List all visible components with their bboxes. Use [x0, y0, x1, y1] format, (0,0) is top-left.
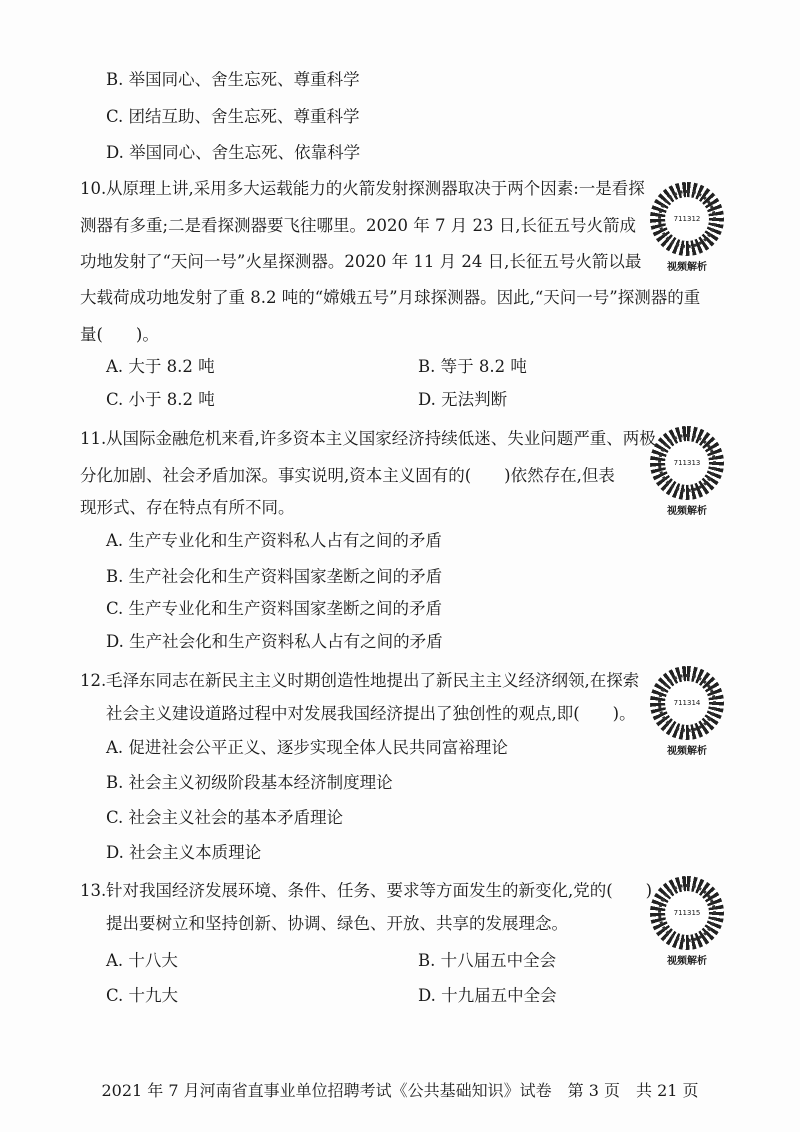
- qr-code-id: 711312: [665, 197, 709, 241]
- qr-caption: 视频解析: [667, 956, 707, 967]
- q11-text: 从国际金融危机来看,许多资本主义国家经济持续低迷、失业问题严重、两极: [106, 429, 656, 448]
- q10-option-d: D. 无法判断: [418, 390, 508, 409]
- q10-option-b: B. 等于 8.2 吨: [418, 357, 527, 376]
- q12-text: 社会主义建设道路过程中对发展我国经济提出了独创性的观点,即( )。: [106, 704, 636, 723]
- qr-code-id: 711314: [665, 681, 709, 725]
- q10-text: 功地发射了“天问一号”火星探测器。2020 年 11 月 24 日,长征五号火箭以最: [80, 252, 642, 271]
- q13-option-d: D. 十九届五中全会: [418, 986, 557, 1005]
- q12-number: 12.: [80, 671, 107, 690]
- q13-option-b: B. 十八届五中全会: [418, 951, 557, 970]
- q11-text: 现形式、存在特点有所不同。: [80, 498, 295, 517]
- qr-code[interactable]: [650, 876, 724, 950]
- q12-option-a: A. 促进社会公平正义、逐步实现全体人民共同富裕理论: [106, 738, 508, 757]
- q12-text: 毛泽东同志在新民主主义时期创造性地提出了新民主主义经济纲领,在探索: [106, 671, 640, 690]
- page-footer: 2021 年 7 月河南省直事业单位招聘考试《公共基础知识》试卷 第 3 页 共 21 页: [101, 1081, 699, 1100]
- q10-text: 从原理上讲,采用多大运载能力的火箭发射探测器取决于两个因素:一是看探: [106, 179, 645, 198]
- q13-number: 13.: [80, 881, 107, 900]
- q10-text: 大载荷成功地发射了重 8.2 吨的“嫦娥五号”月球探测器。因此,“天问一号”探测器的重: [80, 288, 701, 307]
- qr-caption: 视频解析: [667, 746, 707, 757]
- q11-option-d: D. 生产社会化和生产资料私人占有之间的矛盾: [106, 632, 443, 651]
- q10-text: 量( )。: [80, 325, 159, 344]
- q10-text: 测器有多重;二是看探测器要飞往哪里。2020 年 7 月 23 日,长征五号火箭成: [80, 216, 637, 235]
- q10-option-a: A. 大于 8.2 吨: [106, 357, 215, 376]
- q12-option-b: B. 社会主义初级阶段基本经济制度理论: [106, 773, 393, 792]
- qr-code-id: 711313: [665, 441, 709, 485]
- qr-code[interactable]: [650, 182, 724, 256]
- qr-code[interactable]: [650, 426, 724, 500]
- q11-option-b: B. 生产社会化和生产资料国家垄断之间的矛盾: [106, 567, 443, 586]
- q10-option-c: C. 小于 8.2 吨: [106, 390, 215, 409]
- qr-code[interactable]: [650, 666, 724, 740]
- qr-caption: 视频解析: [667, 506, 707, 517]
- q13-text: 针对我国经济发展环境、条件、任务、要求等方面发生的新变化,党的( ): [106, 881, 653, 900]
- q13-option-a: A. 十八大: [106, 951, 178, 970]
- q12-option-d: D. 社会主义本质理论: [106, 843, 262, 862]
- q9-option-b: B. 举国同心、舍生忘死、尊重科学: [106, 70, 360, 89]
- q13-option-c: C. 十九大: [106, 986, 179, 1005]
- q11-number: 11.: [80, 429, 107, 448]
- qr-code-id: 711315: [665, 891, 709, 935]
- q13-text: 提出要树立和坚持创新、协调、绿色、开放、共享的发展理念。: [106, 914, 568, 933]
- q9-option-c: C. 团结互助、舍生忘死、尊重科学: [106, 107, 360, 126]
- q11-option-c: C. 生产专业化和生产资料国家垄断之间的矛盾: [106, 599, 443, 618]
- q11-option-a: A. 生产专业化和生产资料私人占有之间的矛盾: [106, 531, 442, 550]
- q10-number: 10.: [80, 179, 107, 198]
- q11-text: 分化加剧、社会矛盾加深。事实说明,资本主义固有的( )依然存在,但表: [80, 466, 615, 485]
- q9-option-d: D. 举国同心、舍生忘死、依靠科学: [106, 143, 361, 162]
- qr-caption: 视频解析: [667, 262, 707, 273]
- q12-option-c: C. 社会主义社会的基本矛盾理论: [106, 808, 344, 827]
